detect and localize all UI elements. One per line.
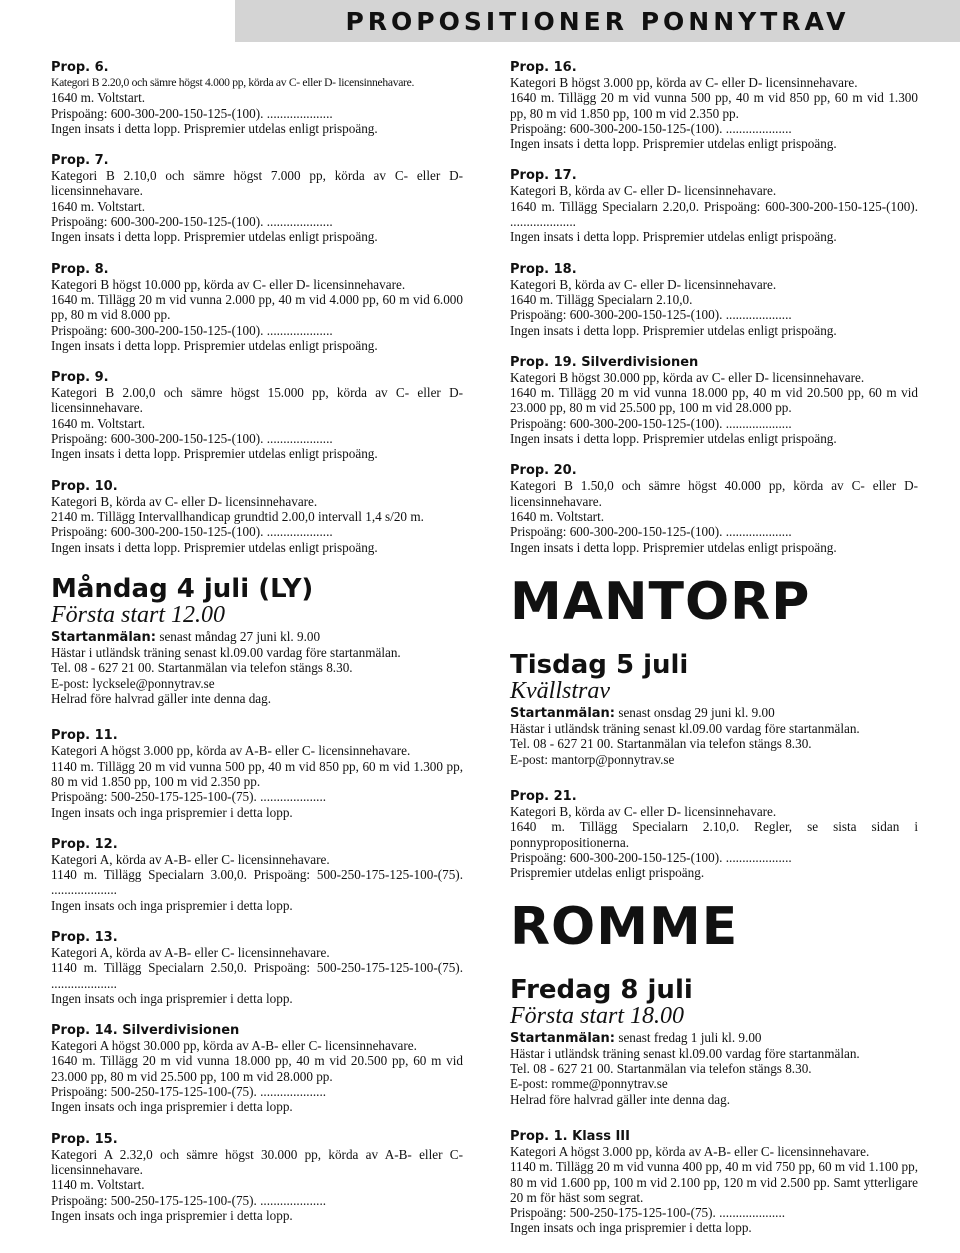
prop-line: 1640 m. Tillägg 20 m vid vunna 2.000 pp, 40 m vid 4.000 pp, 60 m vid 6.000 pp, 80 m vid 8.000 pp. — [51, 291, 463, 323]
venue-name: MANTORP — [510, 571, 811, 632]
prop-line: Ingen insats i detta lopp. Prispremier utdelas enligt prispoäng. — [51, 120, 378, 136]
prop-group — [510, 60, 918, 555]
day-subtitle: Första start 18.00 — [510, 1002, 685, 1029]
prop-line: Kategori A högst 3.000 pp, körda av A-B- eller C- licensinnehavare. — [510, 1143, 870, 1159]
prop-line: Kategori A, körda av A-B- eller C- licensinnehavare. — [51, 944, 330, 960]
prop-line: 1140 m. Tillägg 20 m vid vunna 500 pp, 40 m vid 850 pp, 60 m vid 1.300 pp, 80 m vid 1.850 pp, 100 m vid 2.350 pp. — [51, 758, 463, 789]
prop-line: 1140 m. Voltstart. — [51, 1177, 145, 1193]
proposition-block — [51, 728, 463, 819]
right-column — [510, 60, 918, 1253]
prop-title: Prop. 15. — [51, 1131, 118, 1147]
info-line: Tel. 08 - 627 21 00. Startanmälan via telefon stängs 8.30. — [510, 1061, 812, 1077]
prop-title: Prop. 14. Silverdivisionen — [51, 1023, 240, 1039]
header-banner — [235, 0, 960, 42]
info-line: Helrad före halvrad gäller inte denna dag. — [510, 1091, 731, 1107]
prop-line: Ingen insats i detta lopp. Prispremier utdelas enligt prispoäng. — [51, 229, 378, 245]
prop-title: Prop. 12. — [51, 836, 118, 852]
prop-line: Ingen insats och inga prispremier i detta lopp. — [51, 804, 293, 820]
prop-line: Prispremier utdelas enligt prispoäng. — [510, 865, 705, 881]
prop-title: Prop. 11. — [51, 728, 118, 744]
day-title: Måndag 4 juli (LY) — [51, 573, 314, 604]
prop-line: 1640 m. Tillägg 20 m vid vunna 18.000 pp, 40 m vid 20.500 pp, 60 m vid 23.000 pp, 80 m vid 25.500 pp, 100 m vid 28.000 pp. — [51, 1053, 463, 1084]
prop-line: Prispoäng: 500-250-175-125-100-(75). .................... — [51, 1084, 327, 1100]
proposition-block — [51, 1023, 463, 1114]
proposition-block — [510, 463, 918, 554]
prop-group — [51, 728, 463, 1223]
startanmalan-text: senast fredag 1 juli kl. 9.00 — [615, 1029, 762, 1045]
prop-title: Prop. 18. — [510, 261, 577, 277]
proposition-block — [510, 789, 918, 880]
prop-line: Kategori A, körda av A-B- eller C- licensinnehavare. — [51, 851, 330, 867]
startanmalan-label: Startanmälan: — [51, 629, 157, 645]
prop-title: Prop. 1. Klass III — [510, 1128, 630, 1144]
prop-line: Kategori B högst 3.000 pp, körda av C- eller D- licensinnehavare. — [510, 75, 858, 90]
prop-group — [51, 60, 463, 555]
left-column — [51, 60, 463, 1240]
email-line: E-post: mantorp@ponnytrav.se — [510, 751, 675, 767]
proposition-block — [51, 930, 463, 1006]
prop-line: Ingen insats och inga prispremier i detta lopp. — [51, 1207, 293, 1223]
proposition-block — [51, 370, 463, 461]
info-line: Hästar i utländsk träning senast kl.09.00 vardag före startanmälan. — [510, 1045, 860, 1061]
prop-line: Ingen insats i detta lopp. Prispremier utdelas enligt prispoäng. — [51, 337, 378, 353]
prop-title: Prop. 13. — [51, 929, 118, 945]
prop-line: Prispoäng: 600-300-200-150-125-(100). .................... — [51, 105, 333, 121]
startanmalan-text: senast onsdag 29 juni kl. 9.00 — [615, 704, 775, 720]
prop-line: Kategori B högst 30.000 pp, körda av C- eller D- licensinnehavare. — [510, 369, 865, 385]
prop-title: Prop. 21. — [510, 789, 577, 805]
prop-line: Kategori B 2.20,0 och sämre högst 4.000 pp, körda av C- eller D- licensinnehavare. — [51, 76, 415, 89]
prop-line: Prispoäng: 500-250-175-125-100-(75). .................... — [510, 1205, 786, 1221]
proposition-block — [51, 479, 463, 555]
prop-title: Prop. 20. — [510, 463, 577, 479]
prop-title: Prop. 9. — [51, 370, 109, 386]
prop-line: 1640 m. Tillägg Specialarn 2.20,0. Prispoäng: 600-300-200-150-125-(100). .................... — [510, 198, 918, 230]
day-title: Tisdag 5 juli — [510, 649, 689, 680]
prop-line: Kategori B, körda av C- eller D- licensinnehavare. — [510, 804, 777, 820]
prop-title: Prop. 6. — [51, 60, 109, 75]
prop-line: 1140 m. Tillägg Specialarn 3.00,0. Prispoäng: 500-250-175-125-100-(75). .................... — [51, 867, 463, 898]
info-line: Helrad före halvrad gäller inte denna dag. — [51, 691, 272, 707]
prop-line: 1640 m. Tillägg 20 m vid vunna 500 pp, 40 m vid 850 pp, 60 m vid 1.300 pp, 80 m vid 1.850 pp, 100 m vid 2.350 pp. — [510, 90, 918, 121]
startanmalan-label: Startanmälan: — [510, 705, 616, 721]
prop-line: 1640 m. Voltstart. — [51, 198, 146, 214]
prop-line: Ingen insats och inga prispremier i detta lopp. — [51, 990, 293, 1006]
proposition-block — [510, 60, 918, 151]
info-line: Tel. 08 - 627 21 00. Startanmälan via telefon stängs 8.30. — [510, 736, 812, 752]
prop-group — [510, 789, 918, 880]
prop-line: Kategori B, körda av C- eller D- licensinnehavare. — [510, 183, 777, 199]
prop-line: 1640 m. Tillägg Specialarn 2.10,0. — [510, 291, 693, 307]
proposition-block — [510, 355, 918, 446]
prop-line: Prispoäng: 600-300-200-150-125-(100). .................... — [510, 120, 792, 136]
day-subtitle: Kvällstrav — [510, 677, 610, 704]
prop-line: Ingen insats i detta lopp. Prispremier utdelas enligt prispoäng. — [51, 446, 378, 462]
info-line: Hästar i utländsk träning senast kl.09.00 vardag före startanmälan. — [51, 645, 401, 661]
prop-group — [510, 1129, 918, 1236]
day-subtitle: Första start 12.00 — [51, 601, 226, 628]
prop-line: 2140 m. Tillägg Intervallhandicap grundtid 2.00,0 intervall 1,4 s/20 m. — [51, 508, 424, 524]
day-title: Fredag 8 juli — [510, 974, 693, 1005]
proposition-block — [51, 837, 463, 913]
prop-title: Prop. 17. — [510, 168, 577, 184]
prop-line: Ingen insats i detta lopp. Prispremier utdelas enligt prispoäng. — [510, 539, 837, 555]
prop-line: Ingen insats i detta lopp. Prispremier utdelas enligt prispoäng. — [51, 539, 378, 555]
prop-line: 1640 m. Voltstart. — [51, 415, 146, 431]
startanmalan-label: Startanmälan: — [510, 1030, 616, 1046]
prop-line: Kategori B 2.10,0 och sämre högst 7.000 pp, körda av C- eller D- licensinnehavare. — [51, 168, 463, 199]
prop-line: Prispoäng: 600-300-200-150-125-(100). .................... — [51, 214, 333, 230]
prop-title: Prop. 19. Silverdivisionen — [510, 354, 699, 370]
prop-line: Ingen insats och inga prispremier i detta lopp. — [51, 1099, 293, 1115]
prop-title: Prop. 8. — [51, 261, 109, 277]
prop-line: Ingen insats i detta lopp. Prispremier utdelas enligt prispoäng. — [510, 431, 837, 447]
email-line: E-post: romme@ponnytrav.se — [510, 1076, 668, 1092]
prop-line: 1640 m. Voltstart. — [510, 508, 605, 524]
prop-line: Prispoäng: 600-300-200-150-125-(100). .................... — [51, 322, 333, 338]
prop-line: Prispoäng: 600-300-200-150-125-(100). .................... — [510, 849, 792, 865]
page-title: PROPOSITIONER PONNYTRAV — [345, 6, 850, 36]
venue-section-romme — [510, 898, 918, 1107]
prop-line: Prispoäng: 600-300-200-150-125-(100). .................... — [510, 307, 792, 323]
prop-line: Kategori B 2.00,0 och sämre högst 15.000 pp, körda av C- eller D- licensinnehavare. — [51, 385, 463, 416]
proposition-block — [51, 262, 463, 353]
prop-title: Prop. 7. — [51, 153, 109, 169]
prop-line: Kategori A 2.32,0 och sämre högst 30.000 pp, körda av A-B- eller C- licensinnehavare. — [51, 1146, 463, 1177]
email-line: E-post: lycksele@ponnytrav.se — [51, 675, 215, 691]
proposition-block — [510, 1129, 918, 1236]
prop-line: Kategori A högst 3.000 pp, körda av A-B- eller C- licensinnehavare. — [51, 743, 411, 759]
proposition-block — [510, 168, 918, 244]
startanmalan-text: senast måndag 27 juni kl. 9.00 — [156, 628, 321, 644]
prop-line: 1140 m. Tillägg Specialarn 2.50,0. Prispoäng: 500-250-175-125-100-(75). .................... — [51, 960, 463, 991]
prop-title: Prop. 16. — [510, 60, 577, 75]
prop-line: 1640 m. Tillägg 20 m vid vunna 18.000 pp, 40 m vid 20.500 pp, 60 m vid 23.000 pp, 80 m vid 25.500 pp, 100 m vid 28.000 pp. — [510, 385, 918, 416]
proposition-block — [51, 60, 463, 136]
prop-line: Prispoäng: 500-250-175-125-100-(75). .................... — [51, 1192, 327, 1208]
prop-title: Prop. 10. — [51, 478, 118, 494]
prop-line: Ingen insats i detta lopp. Prispremier utdelas enligt prispoäng. — [510, 322, 837, 338]
venue-section-mantorp — [510, 573, 918, 767]
prop-line: Ingen insats och inga prispremier i detta lopp. — [51, 897, 293, 913]
info-line: Tel. 08 - 627 21 00. Startanmälan via telefon stängs 8.30. — [51, 660, 353, 676]
venue-name: ROMME — [510, 896, 739, 957]
prop-line: Kategori B 1.50,0 och sämre högst 40.000 pp, körda av C- eller D- licensinnehavare. — [510, 478, 918, 509]
proposition-block — [51, 153, 463, 244]
day-section-lycksele — [51, 575, 463, 706]
prop-line: Ingen insats och inga prispremier i detta lopp. — [510, 1220, 752, 1236]
prop-line: Prispoäng: 600-300-200-150-125-(100). .................... — [510, 415, 792, 431]
prop-line: Kategori B, körda av C- eller D- licensinnehavare. — [51, 493, 318, 509]
prop-line: Prispoäng: 600-300-200-150-125-(100). .................... — [51, 524, 333, 540]
prop-line: Ingen insats i detta lopp. Prispremier utdelas enligt prispoäng. — [510, 136, 837, 152]
proposition-block — [51, 1132, 463, 1223]
prop-line: Kategori B, körda av C- eller D- licensinnehavare. — [510, 276, 777, 292]
prop-line: 1140 m. Tillägg 20 m vid vunna 400 pp, 40 m vid 750 pp, 60 m vid 1.100 pp, 80 m vid 1.600 pp, 100 m vid 2.100 pp, 120 m vid 2.500 pp. Samt ytterligare 20 m för häst som segrat. — [510, 1159, 918, 1205]
prop-line: Ingen insats i detta lopp. Prispremier utdelas enligt prispoäng. — [510, 229, 837, 245]
prop-line: 1640 m. Voltstart. — [51, 90, 146, 106]
prop-line: Prispoäng: 500-250-175-125-100-(75). .................... — [51, 789, 327, 805]
prop-line: Prispoäng: 600-300-200-150-125-(100). .................... — [51, 431, 333, 447]
proposition-block — [510, 262, 918, 338]
prop-line: Kategori B högst 10.000 pp, körda av C- eller D- licensinnehavare. — [51, 276, 406, 292]
prop-line: 1640 m. Tillägg Specialarn 2.10,0. Regler, se sista sidan i ponnypropositionerna. — [510, 819, 918, 850]
prop-line: Kategori A högst 30.000 pp, körda av A-B- eller C- licensinnehavare. — [51, 1038, 417, 1054]
info-line: Hästar i utländsk träning senast kl.09.00 vardag före startanmälan. — [510, 721, 860, 737]
prop-line: Prispoäng: 600-300-200-150-125-(100). .................... — [510, 524, 792, 540]
